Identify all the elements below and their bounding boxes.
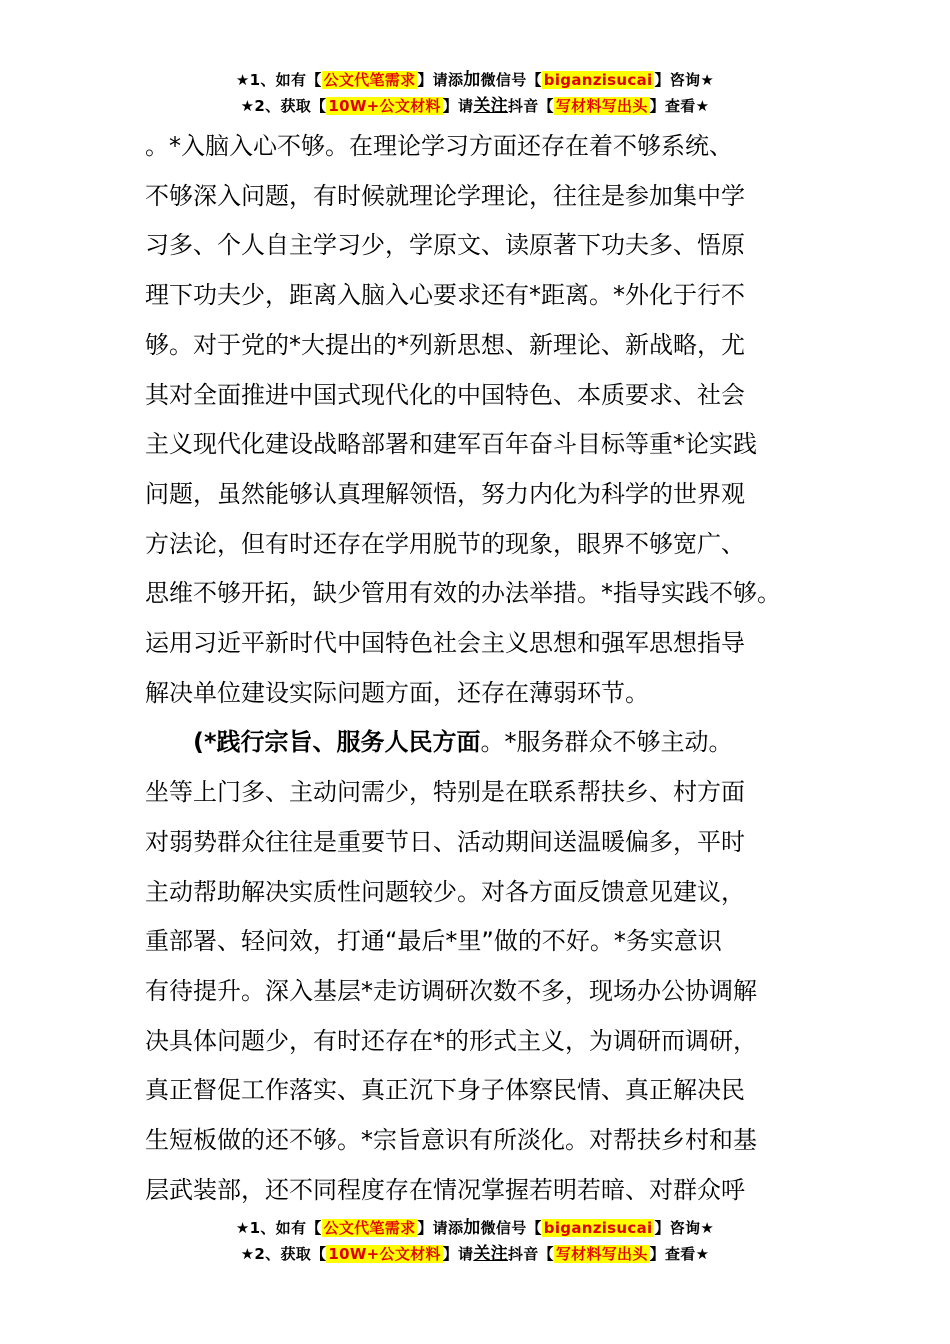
banner-line-1 [0,67,950,93]
section-heading: (*践行宗旨、服务人民方面 [193,728,481,757]
body-line: 有待提升。深入基层*走访调研次数不多，现场办公协调解 [145,976,757,1005]
banner-text: 】请 [442,1245,474,1263]
banner-text: ★2、获取【 [240,1245,327,1263]
highlight-wechat-id: biganzisucai [543,1219,653,1237]
banner-text: ★1、如有【 [235,1219,322,1237]
body-text-run: 。*服务群众不够主动。 [480,728,733,757]
banner-text: 关注 [473,1244,508,1264]
body-line: 习多、个人自主学习少，学原文、读原著下功夫多、悟原 [145,231,745,260]
header-banner [0,67,950,119]
body-line: 对弱势群众往往是重要节日、活动期间送温暖偏多，平时 [145,827,745,856]
highlight-douyin-account: 写材料写出头 [555,1245,648,1263]
body-line: 主义现代化建设战略部署和建军百年奋斗目标等重*论实践 [145,430,757,459]
banner-text: 抖音【 [507,1245,554,1263]
body-line: 。*入脑入心不够。在理论学习方面还存在着不够系统、 [145,132,733,160]
banner-text: 】请 [442,97,474,115]
body-line: 坐等上门多、主动问需少，特别是在联系帮扶乡、村方面 [145,778,745,807]
body-line: 不够深入问题，有时候就理论学理论，往往是参加集中学 [145,181,745,210]
body-line: 思维不够开拓，缺少管用有效的办法举措。*指导实践不够。 [145,579,781,608]
banner-text: 】查看★ [649,97,710,115]
body-line: 其对全面推进中国式现代化的中国特色、本质要求、社会 [145,380,745,409]
body-line: 决具体问题少，有时还存在*的形式主义，为调研而调研， [145,1026,757,1055]
banner-text: 】查看★ [649,1245,710,1263]
body-line: 方法论，但有时还存在学用脱节的现象，眼界不够宽广、 [145,529,745,558]
banner-text: 微信号【 [480,1219,542,1237]
banner-text: 加 [463,70,481,90]
banner-text: 】咨询★ [654,1219,715,1237]
highlight-douyin-account: 写材料写出头 [555,97,648,115]
footer-banner [0,1215,950,1267]
body-line: 层武装部，还不同程度存在情况掌握若明若暗、对群众呼 [145,1175,745,1204]
banner-text: 关注 [473,96,508,116]
body-line: 运用习近平新时代中国特色社会主义思想和强军思想指导 [145,629,745,658]
banner-text: 】请添 [417,71,464,89]
body-line: 够。对于党的*大提出的*列新思想、新理论、新战略，尤 [145,330,745,359]
section-heading-line [145,718,825,768]
banner-line-2 [0,93,950,119]
banner-text: 】咨询★ [654,71,715,89]
banner-text: ★1、如有【 [235,71,322,89]
body-line: 问题，虽然能够认真理解领悟，努力内化为科学的世界观 [145,479,745,508]
banner-text: 】请添 [417,1219,464,1237]
banner-line-2 [0,1241,950,1267]
body-line: 生短板做的还不够。*宗旨意识有所淡化。对帮扶乡村和基 [145,1126,757,1155]
body-line: 理下功夫少，距离入脑入心要求还有*距离。*外化于行不 [145,281,745,310]
banner-text: ★2、获取【 [240,97,327,115]
highlight-service: 公文代笔需求 [323,71,416,89]
banner-text: 微信号【 [480,71,542,89]
banner-line-1 [0,1215,950,1241]
banner-text: 加 [463,1218,481,1238]
body-line: 解决单位建设实际问题方面，还存在薄弱环节。 [145,678,649,707]
body-line: 重部署、轻问效，打通“最后*里”做的不好。*务实意识 [145,927,722,956]
document-body [145,122,825,1215]
body-line: 主动帮助解决实质性问题较少。对各方面反馈意见建议， [145,877,745,906]
body-line: 真正督促工作落实、真正沉下身子体察民情、真正解决民 [145,1076,745,1105]
banner-text: 抖音【 [507,97,554,115]
highlight-service: 公文代笔需求 [323,1219,416,1237]
highlight-wechat-id: biganzisucai [543,71,653,89]
highlight-materials: 10W+公文材料 [328,97,441,115]
highlight-materials: 10W+公文材料 [328,1245,441,1263]
